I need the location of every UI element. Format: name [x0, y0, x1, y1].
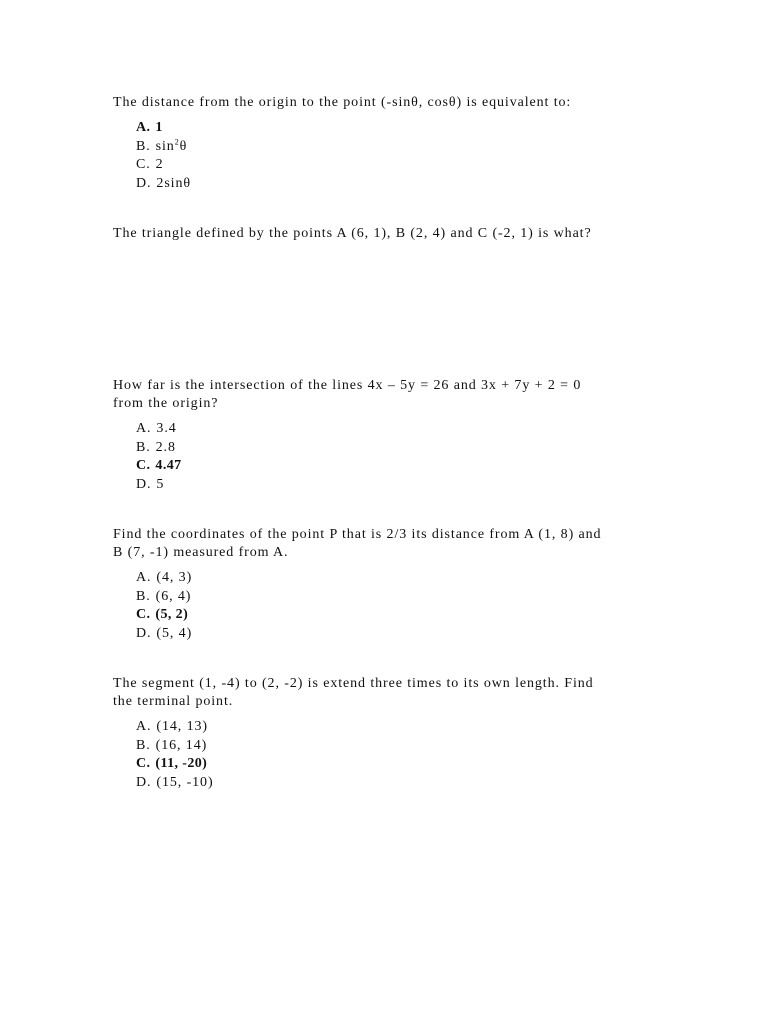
- option-text: 1: [155, 120, 163, 135]
- question-4: [113, 526, 673, 643]
- option-a: [136, 569, 673, 588]
- question-stem-line-2: from the origin?: [113, 396, 219, 411]
- option-b: [136, 439, 673, 458]
- question-stem-line-2: the terminal point.: [113, 694, 234, 709]
- option-text: 2.8: [155, 439, 176, 455]
- option-list: [136, 569, 673, 643]
- option-text: sin: [155, 138, 175, 154]
- option-d: [136, 476, 673, 495]
- option-letter: A.: [136, 719, 152, 734]
- option-text: (6, 4): [155, 588, 192, 604]
- question-stem: [113, 377, 673, 413]
- question-stem-line-1: How far is the intersection of the lines 4x – 5y = 26 and 3x + 7y + 2 = 0: [113, 378, 582, 393]
- option-text: (15, -10): [156, 774, 214, 790]
- option-letter: C.: [136, 157, 151, 172]
- option-b: [136, 737, 673, 756]
- question-stem-line-1: The segment (1, -4) to (2, -2) is extend three times to its own length. Find: [113, 676, 594, 691]
- option-a-correct: [136, 119, 673, 138]
- option-letter: D.: [136, 774, 152, 790]
- option-c-correct: [136, 606, 673, 625]
- option-text: (14, 13): [156, 719, 208, 734]
- question-stem-line-1: Find the coordinates of the point P that is 2/3 its distance from A (1, 8) and: [113, 527, 602, 542]
- option-text: (16, 14): [155, 737, 208, 753]
- option-letter: C.: [136, 607, 151, 622]
- option-text: (5, 4): [156, 625, 193, 641]
- option-b: [136, 138, 673, 157]
- option-d: [136, 175, 673, 194]
- option-text: (5, 2): [155, 607, 189, 622]
- question-5: [113, 675, 673, 792]
- option-c-correct: [136, 755, 673, 774]
- question-stem: The triangle defined by the points A (6, 1), B (2, 4) and C (-2, 1) is what?: [113, 226, 592, 241]
- option-text: 4.47: [155, 458, 182, 473]
- option-letter: A.: [136, 421, 152, 436]
- question-stem: [113, 675, 673, 711]
- option-d: [136, 774, 673, 793]
- option-list: [136, 420, 673, 494]
- option-letter: A.: [136, 570, 152, 585]
- option-letter: A.: [136, 120, 151, 135]
- option-letter: D.: [136, 625, 152, 641]
- question-stem-line-2: B (7, -1) measured from A.: [113, 545, 289, 560]
- option-text: (11, -20): [155, 756, 208, 771]
- option-c: [136, 156, 673, 175]
- option-a: [136, 420, 673, 439]
- option-text: (4, 3): [156, 570, 193, 585]
- option-text: 2: [155, 157, 164, 172]
- option-text: 2sinθ: [156, 175, 191, 191]
- option-text-suffix: θ: [179, 138, 188, 154]
- question-3: [113, 377, 673, 494]
- option-letter: D.: [136, 175, 152, 191]
- question-1: [113, 94, 673, 193]
- option-letter: B.: [136, 588, 151, 604]
- option-list: [136, 718, 673, 792]
- option-a: [136, 718, 673, 737]
- option-letter: B.: [136, 439, 151, 455]
- option-letter: D.: [136, 476, 152, 492]
- option-list: [136, 119, 673, 193]
- option-d: [136, 625, 673, 644]
- option-c-correct: [136, 457, 673, 476]
- option-letter: B.: [136, 138, 151, 154]
- option-letter: C.: [136, 458, 151, 473]
- option-letter: B.: [136, 737, 151, 753]
- option-text: 5: [156, 476, 165, 492]
- option-superscript: 2: [174, 136, 180, 146]
- option-letter: C.: [136, 756, 151, 771]
- question-stem: [113, 526, 673, 562]
- option-b: [136, 588, 673, 607]
- question-stem: The distance from the origin to the point (-sinθ, cosθ) is equivalent to:: [113, 95, 572, 110]
- option-text: 3.4: [156, 421, 177, 436]
- question-2: [113, 225, 673, 243]
